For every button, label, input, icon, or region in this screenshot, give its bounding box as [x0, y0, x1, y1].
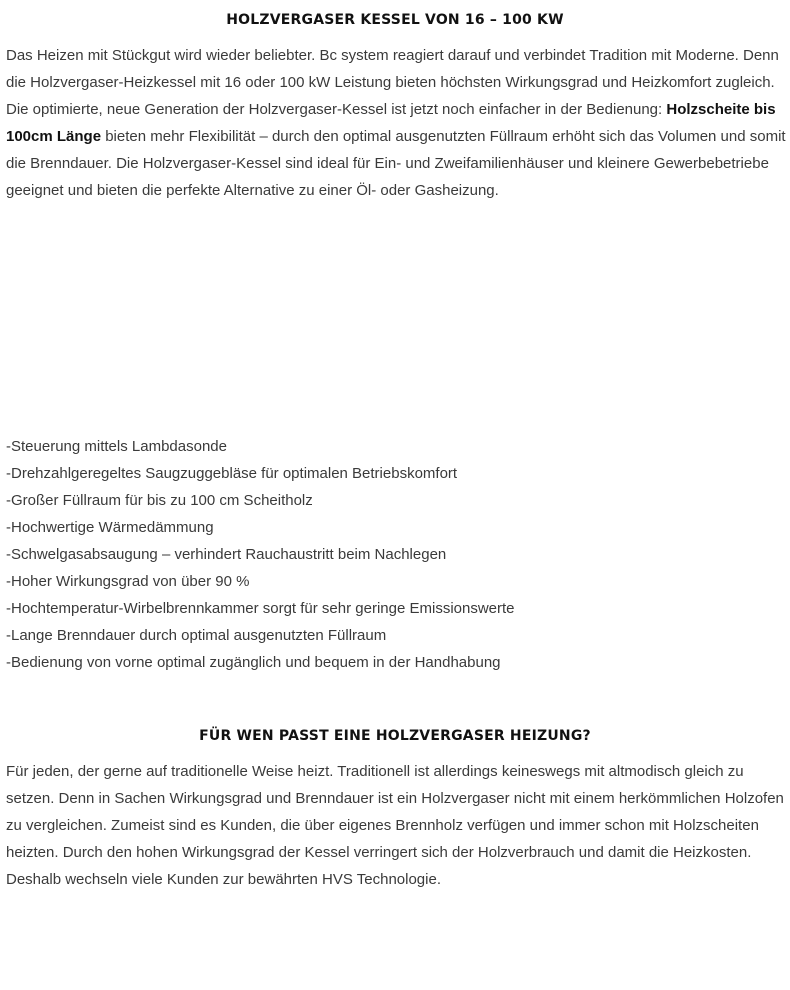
feature-item: -Drehzahlgeregeltes Saugzuggebläse für optimalen Betriebskomfort [6, 465, 458, 482]
feature-item: -Hochwertige Wärmedämmung [6, 519, 214, 536]
intro-text-start: Das Heizen mit Stückgut wird wieder beliebter. Bc system reagiert darauf und verbindet Tradition mit Moderne. Denn die Holzvergaser-Heizkessel mit 16 oder 100 kW Leistung bieten höchsten Wirkungsgrad und Heizkomfort zugleich. Die optimierte, neue Generation der Holzvergaser-Kessel ist jetzt noch einfacher in der Bedienung: [6, 47, 779, 118]
intro-highlight: Holzscheite bis 100cm Länge [6, 101, 776, 145]
page-title: HOLZVERGASER KESSEL VON 16 – 100 KW [226, 12, 564, 28]
feature-list [6, 433, 766, 676]
section-heading: FÜR WEN PASST EINE HOLZVERGASER HEIZUNG? [199, 728, 591, 744]
feature-item: -Steuerung mittels Lambdasonde [6, 438, 227, 455]
intro-paragraph [6, 42, 788, 204]
feature-item: -Hochtemperatur-Wirbelbrennkammer sorgt für sehr geringe Emissionswerte [6, 600, 515, 617]
feature-item: -Hoher Wirkungsgrad von über 90 % [6, 573, 250, 590]
feature-item: -Großer Füllraum für bis zu 100 cm Scheitholz [6, 492, 313, 509]
intro-text-end: bieten mehr Flexibilität – durch den optimal ausgenutzten Füllraum erhöht sich das Volumen und somit die Brenndauer. Die Holzvergaser-Kessel sind ideal für Ein- und Zweifamilienhäuser und kleinere Gewerbebetriebe geeignet und bieten die perfekte Alternative zu einer Öl- oder Gasheizung. [6, 128, 786, 199]
feature-item: -Lange Brenndauer durch optimal ausgenutzten Füllraum [6, 627, 387, 644]
feature-item: -Bedienung von vorne optimal zugänglich und bequem in der Handhabung [6, 654, 501, 671]
feature-item: -Schwelgasabsaugung – verhindert Rauchaustritt beim Nachlegen [6, 546, 447, 563]
section-paragraph: Für jeden, der gerne auf traditionelle Weise heizt. Traditionell ist allerdings keineswegs mit altmodisch gleich zu setzen. Denn in Sachen Wirkungsgrad und Brenndauer ist ein Holzvergaser nicht mit einem herkömmlichen Holzofen zu vergleichen. Zumeist sind es Kunden, die über eigenes Brennholz verfügen und immer schon mit Holzscheiten heizten. Durch den hohen Wirkungsgrad der Kessel verringert sich der Holzverbrauch und damit die Heizkosten. Deshalb wechseln viele Kunden zur bewährten HVS Technologie. [6, 763, 784, 888]
